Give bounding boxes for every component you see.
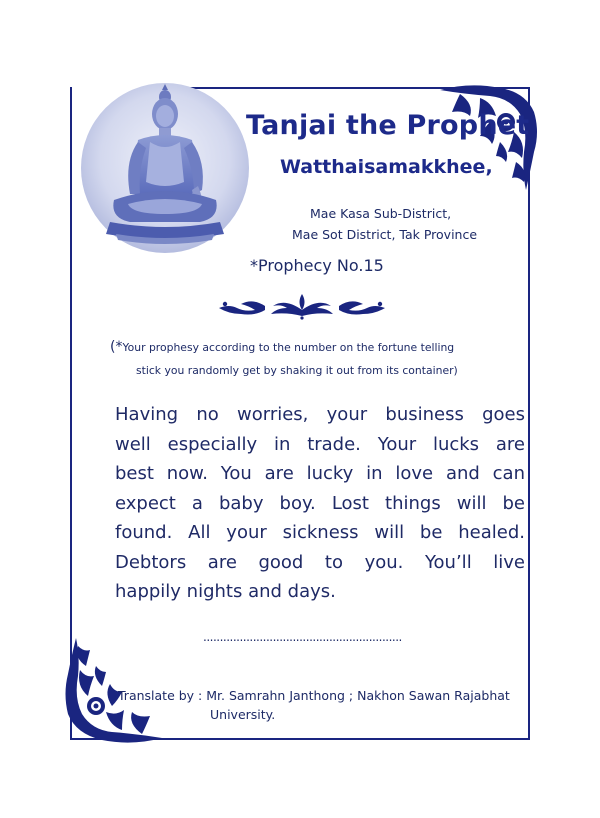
note-line-2: stick you randomly get by shaking it out from its container): [136, 364, 458, 377]
translator-credit-line-1: Translate by : Mr. Samrahn Janthong ; Nakhon Sawan Rajabhat: [118, 688, 510, 703]
prophecy-line: well especially in trade. Your lucks are: [115, 433, 525, 455]
address-line-1: Mae Kasa Sub-District,: [310, 206, 452, 221]
translator-credit-line-2: University.: [210, 707, 276, 722]
prophecy-line: happily nights and days.: [115, 581, 336, 602]
prophecy-line: best now. You are lucky in love and can: [115, 463, 525, 484]
temple-name: Watthaisamakkhee,: [280, 156, 493, 178]
dotted-separator: ............................................................: [203, 630, 402, 644]
note-line-1: [110, 339, 520, 355]
flourish-divider-icon: [215, 292, 390, 320]
page-title: Tanjai the Prophet: [246, 110, 530, 141]
prophecy-line: expect a baby boy. Lost things will be: [115, 492, 525, 514]
prophecy-line: Debtors are good to you. You’ll live: [115, 551, 525, 573]
prophecy-text: [115, 400, 525, 607]
note-open-star: (*: [110, 339, 123, 355]
prophecy-number: *Prophecy No.15: [250, 256, 384, 275]
buddha-image: [80, 82, 250, 254]
address-line-2: Mae Sot District, Tak Province: [292, 227, 478, 242]
prophecy-line: found. All your sickness will be healed.: [115, 522, 525, 543]
note-line-1-text: Your prophesy according to the number on the fortune telling: [122, 341, 455, 354]
prophecy-line: Having no worries, your business goes: [115, 404, 525, 425]
